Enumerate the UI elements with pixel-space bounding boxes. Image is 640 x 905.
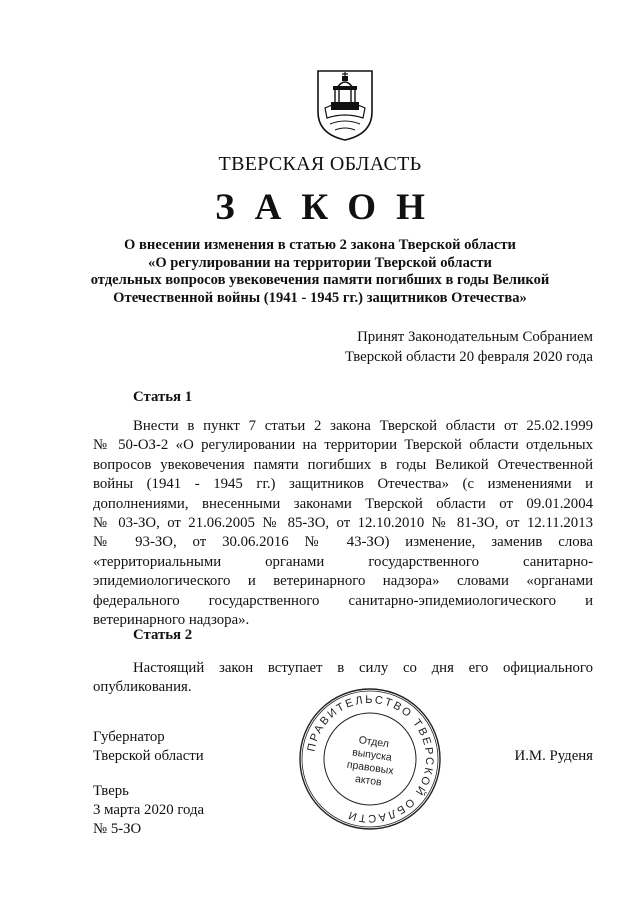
law-title-line: отдельных вопросов увековечения памяти погибших в годы Великой	[90, 272, 550, 288]
stamp-line: выпуска	[351, 746, 393, 764]
text-line: № 93-ЗО, от 30.06.2016 № 43-ЗО) изменение, заменив слова	[93, 534, 593, 551]
adoption-line: Тверской области 20 февраля 2020 года	[344, 349, 593, 365]
article-1-text	[93, 417, 593, 630]
signing-date: 3 марта 2020 года	[93, 802, 205, 818]
signatory-name: И.М. Руденя	[514, 748, 593, 764]
text-line: эпидемиологического и ветеринарного надзора» словами «органами	[93, 573, 593, 590]
adoption-line: Принят Законодательным Собранием	[357, 329, 593, 345]
article-1-heading: Статья 1	[133, 389, 193, 405]
stamp-ring-text: ПРАВИТЕЛЬСТВО ТВЕРСКОЙ ОБЛАСТИ	[305, 693, 436, 825]
law-number: № 5-ЗО	[93, 821, 142, 837]
text-line: вопросов увековечения памяти погибших в годы Великой Отечественной	[93, 456, 593, 473]
text-line: федерального государственного санитарно-эпидемиологического и	[93, 592, 593, 609]
text-line: № 50-ОЗ-2 «О регулировании на территории Тверской области отдельных	[93, 437, 593, 454]
law-title	[60, 237, 580, 307]
law-title-line: «О регулировании на территории Тверской области	[148, 254, 492, 271]
text-line: № 03-ЗО, от 21.06.2005 № 85-ЗО, от 12.10.2010 № 81-ЗО, от 12.11.2013	[93, 514, 593, 531]
article-2-heading: Статья 2	[133, 627, 193, 643]
text-line: ветеринарного надзора».	[93, 611, 250, 628]
position-line: Губернатор	[93, 729, 165, 745]
law-title-line: Отечественной войны (1941 - 1945 гг.) защитников Отечества»	[113, 289, 527, 306]
document-type: ЗАКОН	[215, 187, 445, 228]
signatory-position	[93, 728, 204, 766]
stamp-line: актов	[354, 773, 383, 789]
text-line: «территориальными органами государственного санитарно-	[93, 553, 593, 570]
text-line: Внести в пункт 7 статьи 2 закона Тверской области от 25.02.1999	[133, 418, 593, 434]
text-line: дополнениями, внесенными законами Тверской области от 09.01.2004	[93, 495, 593, 512]
position-line: Тверской области	[93, 748, 204, 764]
stamp-line: правовых	[346, 758, 395, 778]
text-line: Настоящий закон вступает в силу со дня его официального	[133, 660, 593, 676]
city: Тверь	[93, 783, 129, 799]
adoption-note	[345, 327, 593, 367]
text-line: войны (1941 - 1945 гг.) защитников Отечества» (с изменениями и	[93, 476, 593, 493]
region-name: ТВЕРСКАЯ ОБЛАСТЬ	[218, 153, 422, 175]
text-line: опубликования.	[93, 679, 192, 696]
place-and-date	[93, 782, 204, 839]
stamp-line: Отдел	[357, 734, 390, 751]
coat-of-arms-icon	[315, 68, 375, 142]
law-title-line: О внесении изменения в статью 2 закона Тверской области	[124, 237, 516, 253]
